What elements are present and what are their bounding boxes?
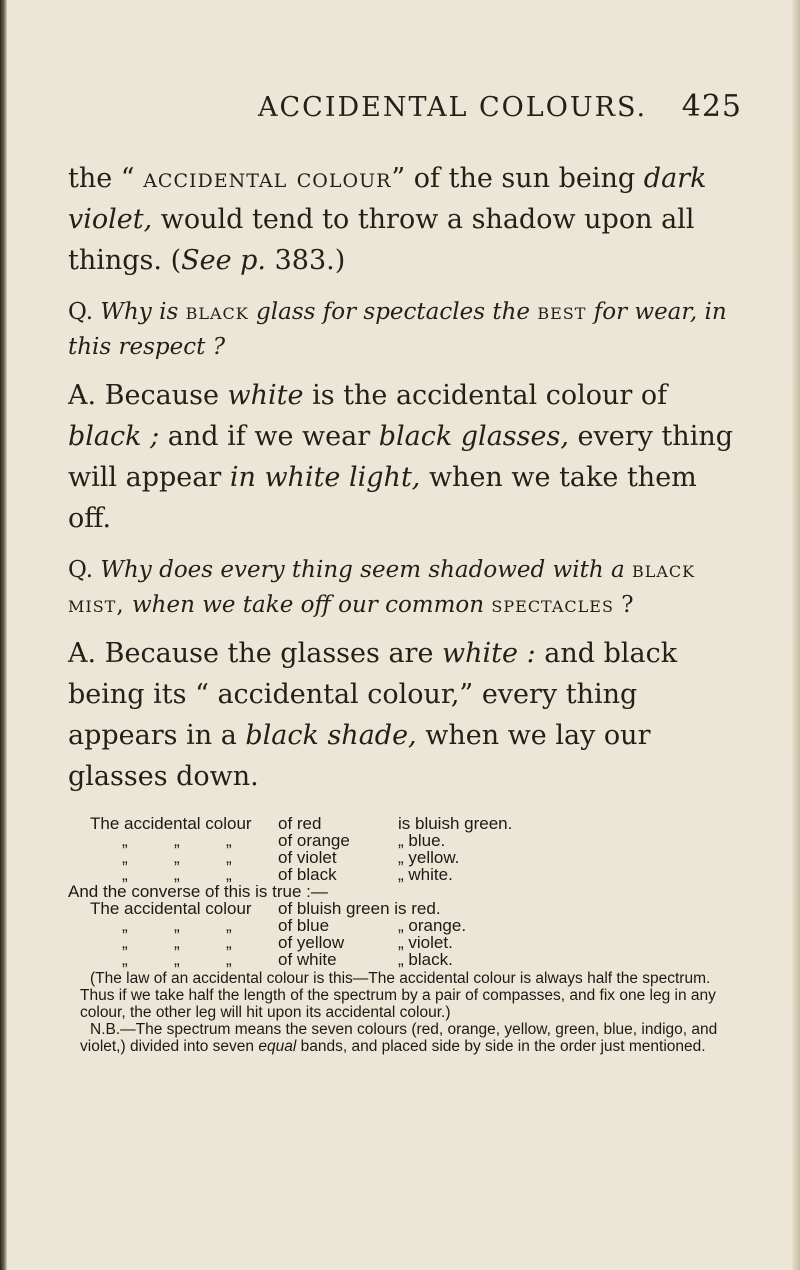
table-row: „ „ „ of blue „ orange. <box>122 916 467 935</box>
body-text <box>68 158 744 797</box>
question-1: Q. Why is black glass for spectacles the best for wear, in this respect ? <box>68 299 727 360</box>
table-row: „ „ „ of black „ white. <box>122 865 453 884</box>
table-row: „ „ „ of violet „ yellow. <box>122 848 460 867</box>
question-2: Q. Why does every thing seem shadowed with a black mist, when we take off our common spectacles ? <box>68 557 696 618</box>
answer-1: A. Because white is the accidental colour of black ; and if we wear black glasses, every thing will appear in white light, when we take them off. <box>68 380 734 534</box>
footnote <box>80 970 720 1055</box>
running-head: ACCIDENTAL COLOURS. <box>258 92 648 123</box>
paragraph-continuation: the “ accidental colour” of the sun being dark violet, would tend to throw a shadow upon all things. (See p. 383.) <box>68 163 707 276</box>
page-edge <box>792 0 800 1270</box>
book-spine-edge <box>0 0 7 1270</box>
table-row: „ „ „ of orange „ blue. <box>122 831 446 850</box>
answer-2: A. Because the glasses are white : and black being its “ accidental colour,” every thing appears in a black shade, when we lay our glasses down. <box>68 638 678 792</box>
table-row: The accidental colour of bluish green is red. <box>90 899 441 918</box>
nb-note: N.B.—The spectrum means the seven colours (red, orange, yellow, green, blue, indigo, and violet,) divided into seven equal bands, and placed side by side in the order just mentioned. <box>80 1021 718 1055</box>
table-row: „ „ „ of white „ black. <box>122 950 453 969</box>
converse-line: And the converse of this is true :— <box>68 882 328 901</box>
law-note: (The law of an accidental colour is this—The accidental colour is always half the spectrum. Thus if we take half the length of the spectrum by a pair of compasses, and fix one leg in any colour, the other leg will hit upon its accidental colour.) <box>80 970 716 1021</box>
page-header <box>68 89 744 132</box>
page-number: 425 <box>681 89 742 124</box>
table-row: The accidental colour of red is bluish green. <box>90 814 513 833</box>
book-page <box>68 89 744 1055</box>
accidental-colour-table <box>68 814 744 969</box>
table-row: „ „ „ of yellow „ violet. <box>122 933 453 952</box>
